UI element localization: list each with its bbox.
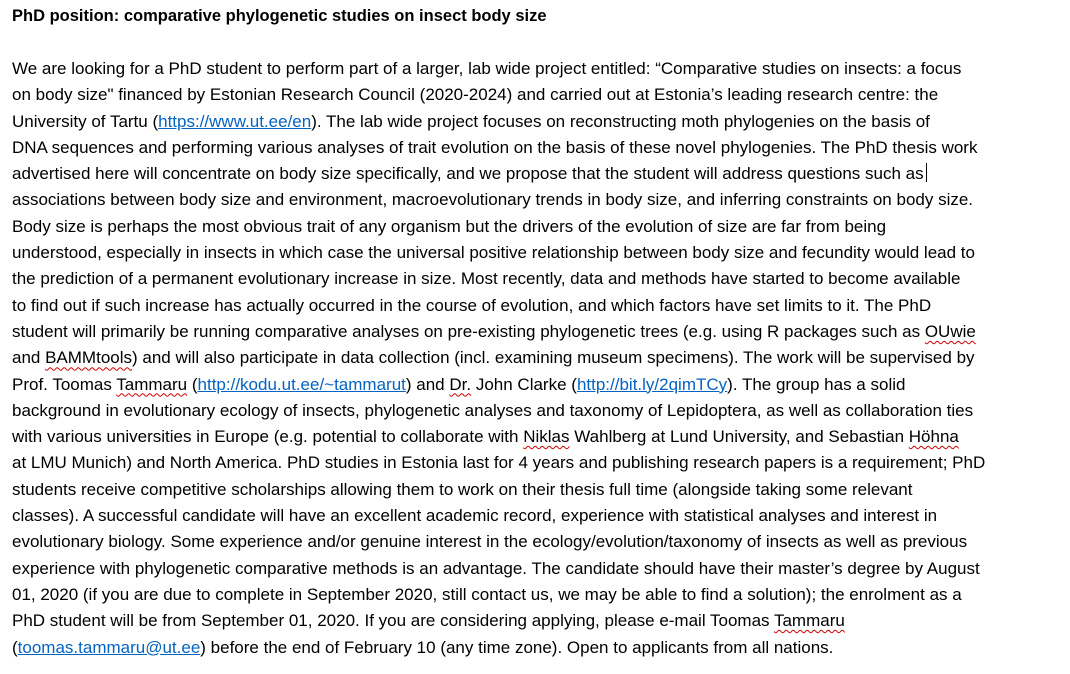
document-body[interactable] xyxy=(12,56,1064,661)
text-run: to find out if such increase has actually occurred in the course of evolution, and which factors have set limits to it. The PhD xyxy=(12,295,932,315)
text-line xyxy=(12,503,1064,529)
text-line xyxy=(12,187,1064,213)
tammaru-homepage-link[interactable]: http://kodu.ut.ee/~tammarut xyxy=(197,374,406,394)
text-line xyxy=(12,424,1064,450)
text-line xyxy=(12,529,1064,555)
text-run: student will primarily be running comparative analyses on pre-existing phylogenetic trees (e.g. using R packages such as xyxy=(12,321,925,341)
text-line xyxy=(12,582,1064,608)
misspelled-word[interactable]: Niklas xyxy=(523,427,570,447)
text-run: Body size is perhaps the most obvious trait of any organism but the drivers of the evolution of size are far from being xyxy=(12,216,887,236)
text-run: students receive competitive scholarships allowing them to work on their thesis full time (alongside taking some relevant xyxy=(12,479,913,499)
misspelled-word[interactable]: OUwie xyxy=(924,321,976,341)
text-line xyxy=(12,293,1064,319)
text-line xyxy=(12,109,1064,135)
misspelled-word[interactable]: Dr. xyxy=(449,374,472,394)
text-run: 01, 2020 (if you are due to complete in September 2020, still contact us, we may be able to find a solution); the enrolment as a xyxy=(12,584,962,604)
text-run: with various universities in Europe (e.g. potential to collaborate with xyxy=(12,427,524,447)
misspelled-word[interactable]: Tammaru xyxy=(773,611,845,631)
text-run: University of Tartu ( xyxy=(12,111,159,131)
text-line xyxy=(12,240,1064,266)
text-run: advertised here will concentrate on body size specifically, and we propose that the student will address questions such as xyxy=(12,164,924,184)
text-run: background in evolutionary ecology of insects, phylogenetic analyses and taxonomy of Lepidoptera, as well as collaboration ties xyxy=(12,400,974,420)
text-line xyxy=(12,398,1064,424)
text-run: classes). A successful candidate will have an excellent academic record, experience with statistical analyses and interest in xyxy=(12,506,938,526)
text-run: ) and xyxy=(405,374,450,394)
text-cursor xyxy=(926,163,927,182)
text-run: at LMU Munich) and North America. PhD studies in Estonia last for 4 years and publishing research papers is a requirement; PhD xyxy=(12,453,986,473)
text-line xyxy=(12,214,1064,240)
text-run: evolutionary biology. Some experience and/or genuine interest in the ecology/evolution/taxonomy of insects as well as previous xyxy=(12,532,968,552)
text-line xyxy=(12,635,1064,661)
text-run: ( xyxy=(12,637,18,657)
text-run: the prediction of a permanent evolutionary increase in size. Most recently, data and methods have started to become available xyxy=(12,269,961,289)
text-line xyxy=(12,345,1064,371)
text-run: ( xyxy=(187,374,198,394)
text-run: Prof. Toomas xyxy=(12,374,117,394)
text-line xyxy=(12,135,1064,161)
text-line xyxy=(12,477,1064,503)
text-line xyxy=(12,56,1064,82)
text-line xyxy=(12,82,1064,108)
text-line xyxy=(12,161,1064,187)
text-run: associations between body size and environment, macroevolutionary trends in body size, and inferring constraints on body size. xyxy=(12,190,974,210)
document-page xyxy=(12,4,1064,661)
text-line xyxy=(12,266,1064,292)
text-run: ) and will also participate in data collection (incl. examining museum specimens). The work will be supervised by xyxy=(132,348,975,368)
text-run: ). The lab wide project focuses on reconstructing moth phylogenies on the basis of xyxy=(311,111,930,131)
misspelled-word[interactable]: BAMMtools xyxy=(45,348,133,368)
text-run: ) before the end of February 10 (any time zone). Open to applicants from all nations. xyxy=(200,637,834,657)
text-line xyxy=(12,372,1064,398)
text-run: on body size" financed by Estonian Research Council (2020-2024) and carried out at Estonia’s leading research centre: the xyxy=(12,85,939,105)
text-run: understood, especially in insects in which case the universal positive relationship between body size and fecundity would lead to xyxy=(12,243,975,263)
text-run: We are looking for a PhD student to perform part of a larger, lab wide project entitled: “Comparative studies on insects: a focus xyxy=(12,59,962,78)
text-run: DNA sequences and performing various analyses of trait evolution on the basis of these novel phylogenies. The PhD thesis work xyxy=(12,137,978,157)
ut-link[interactable]: https://www.ut.ee/en xyxy=(158,111,312,131)
text-line xyxy=(12,556,1064,582)
misspelled-word[interactable]: Tammaru xyxy=(116,374,188,394)
email-link[interactable]: toomas.tammaru@ut.ee xyxy=(17,637,201,657)
text-line xyxy=(12,450,1064,476)
text-line xyxy=(12,319,1064,345)
text-run: Wahlberg at Lund University, and Sebastian xyxy=(569,427,909,447)
misspelled-word[interactable]: Höhna xyxy=(908,427,959,447)
text-run: ). The group has a solid xyxy=(727,374,906,394)
text-run: PhD student will be from September 01, 2020. If you are considering applying, please e-mail Toomas xyxy=(12,611,774,631)
text-run: and xyxy=(12,348,46,368)
clarke-link[interactable]: http://bit.ly/2qimTCy xyxy=(576,374,728,394)
text-line xyxy=(12,608,1064,634)
document-title: PhD position: comparative phylogenetic studies on insect body size xyxy=(12,7,547,25)
text-run: John Clarke ( xyxy=(471,374,577,394)
text-run: experience with phylogenetic comparative methods is an advantage. The candidate should have their master’s degree by August xyxy=(12,558,980,578)
